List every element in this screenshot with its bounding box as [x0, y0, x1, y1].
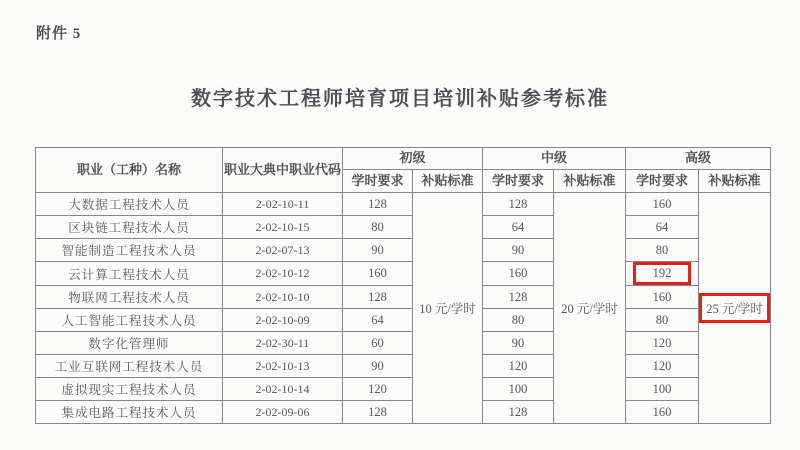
- attachment-label: 附件 5: [36, 26, 82, 42]
- senior-hours-cell: 80: [626, 239, 699, 262]
- mid-hours-cell: 120: [483, 355, 554, 378]
- occupation-cell: 工业互联网工程技术人员: [36, 355, 223, 378]
- header-senior-hours: 学时要求: [626, 170, 699, 193]
- occupation-cell: 集成电路工程技术人员: [36, 401, 223, 424]
- code-cell: 2-02-30-11: [223, 332, 343, 355]
- occupation-cell: 人工智能工程技术人员: [36, 309, 223, 332]
- occupation-cell: 区块链工程技术人员: [36, 216, 223, 239]
- junior-hours-cell: 90: [343, 355, 413, 378]
- senior-hours-cell: 120: [626, 355, 699, 378]
- mid-hours-cell: 90: [483, 239, 554, 262]
- senior-hours-cell: 64: [626, 216, 699, 239]
- junior-hours-cell: 60: [343, 332, 413, 355]
- mid-hours-cell: 80: [483, 309, 554, 332]
- subsidy-standards-table: [35, 147, 771, 424]
- senior-hours-cell: 100: [626, 378, 699, 401]
- code-cell: 2-02-10-11: [223, 193, 343, 216]
- junior-hours-cell: 90: [343, 239, 413, 262]
- table-row: [36, 332, 771, 355]
- mid-hours-cell: 128: [483, 401, 554, 424]
- header-mid-subsidy: 补贴标准: [554, 170, 626, 193]
- mid-hours-cell: 160: [483, 262, 554, 286]
- occupation-cell: 大数据工程技术人员: [36, 193, 223, 216]
- code-cell: 2-02-07-13: [223, 239, 343, 262]
- mid-hours-cell: 128: [483, 193, 554, 216]
- mid-hours-cell: 128: [483, 286, 554, 309]
- junior-hours-cell: 128: [343, 286, 413, 309]
- junior-hours-cell: 64: [343, 309, 413, 332]
- code-cell: 2-02-10-14: [223, 378, 343, 401]
- senior-hours-cell: 160: [626, 193, 699, 216]
- code-cell: 2-02-10-15: [223, 216, 343, 239]
- occupation-cell: 智能制造工程技术人员: [36, 239, 223, 262]
- header-junior-hours: 学时要求: [343, 170, 413, 193]
- table-row: [36, 193, 771, 216]
- junior-subsidy-cell: 10 元/学时: [413, 193, 483, 424]
- code-cell: 2-02-10-09: [223, 309, 343, 332]
- table-row: [36, 309, 771, 332]
- page-title: 数字技术工程师培育项目培训补贴参考标准: [191, 88, 609, 110]
- junior-hours-cell: 128: [343, 401, 413, 424]
- mid-hours-cell: 64: [483, 216, 554, 239]
- mid-hours-cell: 90: [483, 332, 554, 355]
- table-row: [36, 239, 771, 262]
- table-row: [36, 286, 771, 309]
- highlight-box-senior-subsidy: 25 元/学时: [699, 293, 770, 323]
- occupation-cell: 虚拟现实工程技术人员: [36, 378, 223, 401]
- header-level-senior: 高级: [626, 148, 771, 170]
- senior-hours-cell: 80: [626, 309, 699, 332]
- mid-subsidy-cell: 20 元/学时: [554, 193, 626, 424]
- header-mid-hours: 学时要求: [483, 170, 554, 193]
- occupation-cell: 云计算工程技术人员: [36, 262, 223, 286]
- table-row: [36, 355, 771, 378]
- header-junior-subsidy: 补贴标准: [413, 170, 483, 193]
- highlight-box-192: 192: [633, 262, 692, 285]
- junior-hours-cell: 80: [343, 216, 413, 239]
- senior-hours-cell: 120: [626, 332, 699, 355]
- senior-hours-cell: 160: [626, 401, 699, 424]
- code-cell: 2-02-10-12: [223, 262, 343, 286]
- junior-hours-cell: 128: [343, 193, 413, 216]
- table-row: [36, 378, 771, 401]
- header-senior-subsidy: 补贴标准: [699, 170, 771, 193]
- senior-hours-cell: 160: [626, 286, 699, 309]
- table-row: [36, 401, 771, 424]
- code-cell: 2-02-09-06: [223, 401, 343, 424]
- table-row: [36, 216, 771, 239]
- code-cell: 2-02-10-13: [223, 355, 343, 378]
- mid-hours-cell: 100: [483, 378, 554, 401]
- header-level-junior: 初级: [343, 148, 483, 170]
- senior-hours-cell: [626, 262, 699, 286]
- occupation-cell: 物联网工程技术人员: [36, 286, 223, 309]
- code-cell: 2-02-10-10: [223, 286, 343, 309]
- header-occupation: 职业（工种）名称: [36, 148, 223, 193]
- senior-subsidy-cell: [699, 193, 771, 424]
- header-code: 职业大典中职业代码: [223, 148, 343, 193]
- header-level-mid: 中级: [483, 148, 626, 170]
- table-row: [36, 262, 771, 286]
- junior-hours-cell: 120: [343, 378, 413, 401]
- junior-hours-cell: 160: [343, 262, 413, 286]
- occupation-cell: 数字化管理师: [36, 332, 223, 355]
